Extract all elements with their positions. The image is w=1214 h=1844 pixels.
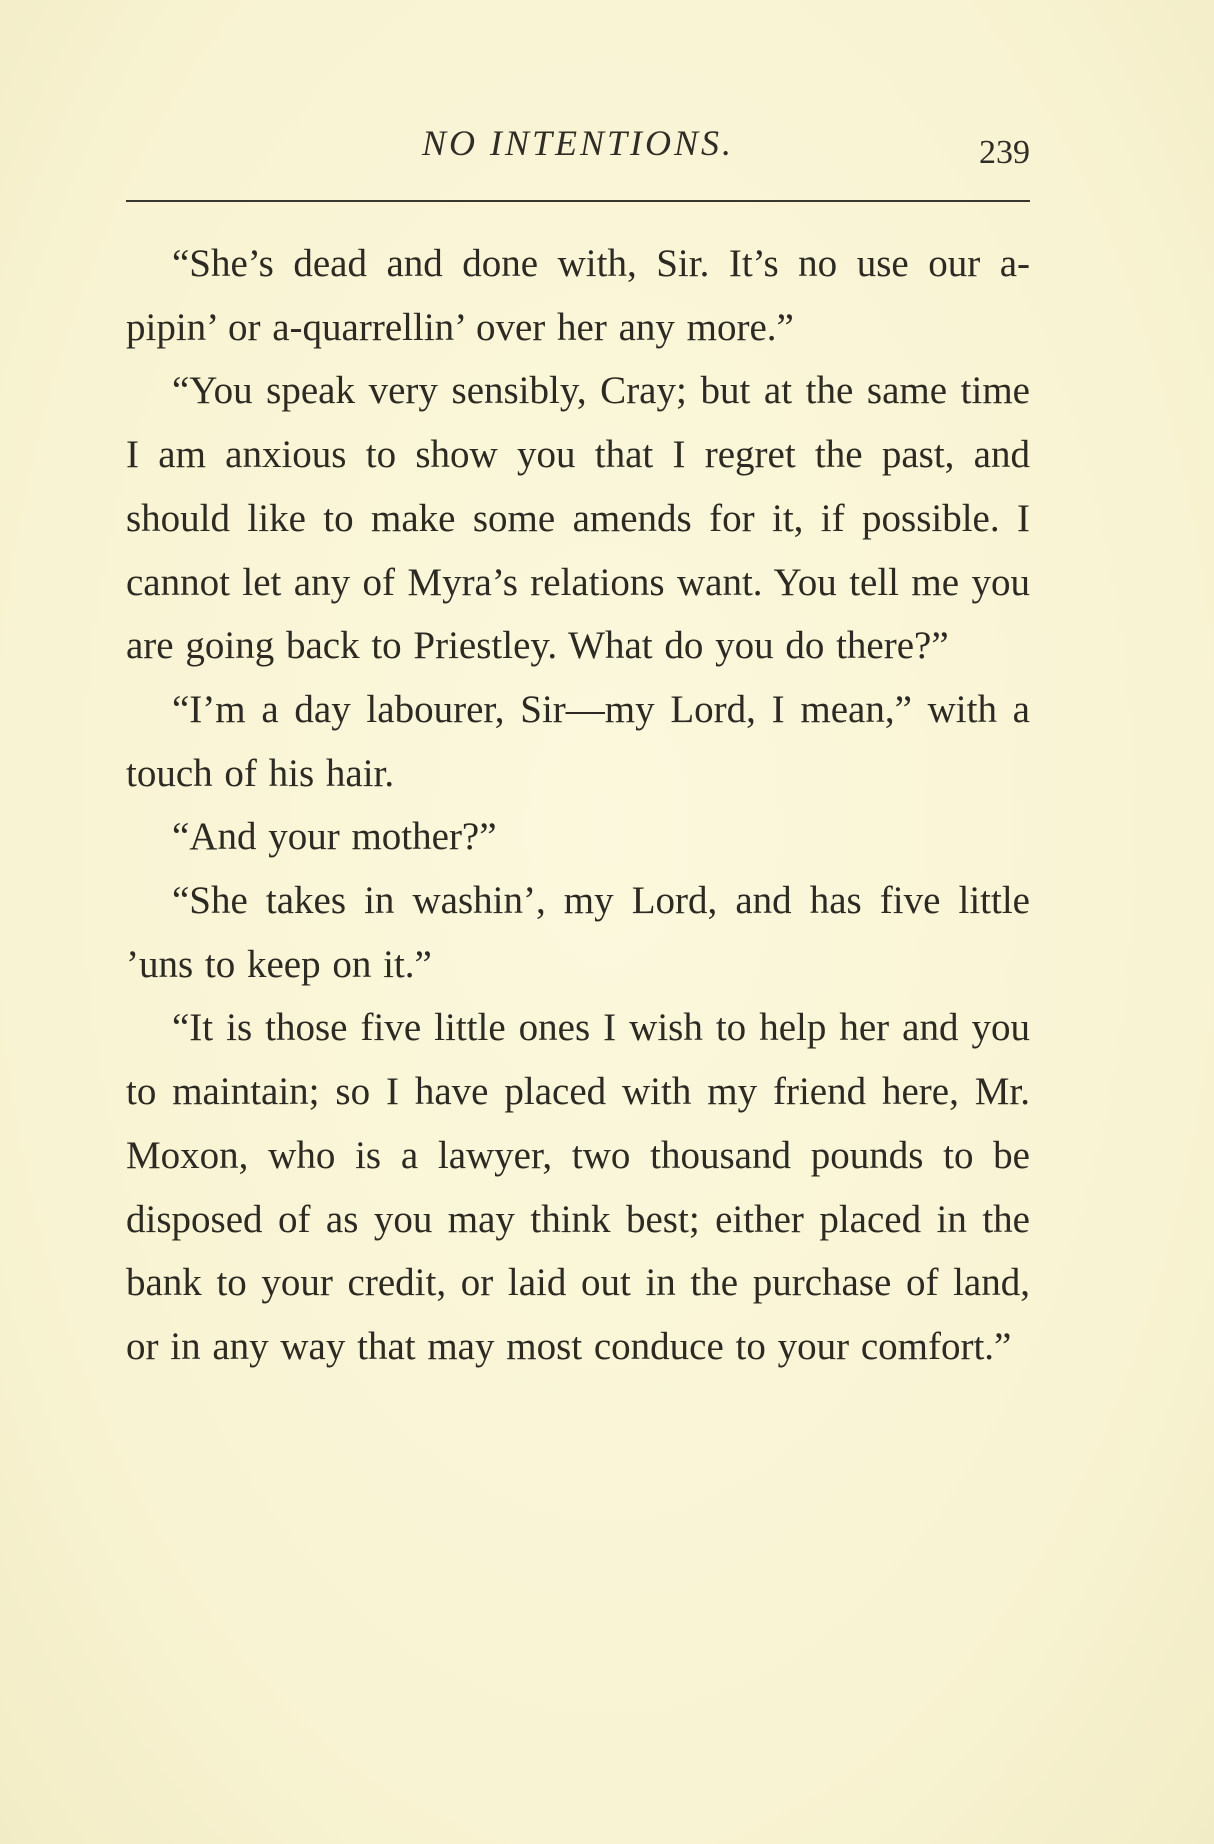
paragraph: “She takes in washin’, my Lord, and has five little ’uns to keep on it.” <box>126 879 1030 986</box>
page-number: 239 <box>979 134 1030 171</box>
paragraph: “It is those five little ones I wish to help her and you to maintain; so I have placed with my friend here, Mr. Moxon, who is a lawyer, two thousand pounds to be disposed of as you may think best; either placed in the bank to your credit, or laid out in the purchase of land, or in any way that may most conduce to your comfort.” <box>126 1006 1030 1368</box>
running-title: NO INTENTIONS. <box>421 123 735 163</box>
header-rule <box>126 200 1030 202</box>
paragraph: “You speak very sensibly, Cray; but at the same time I am anxious to show you that I regret the past, and should like to make some amends for it, if possible. I cannot let any of Myra’s relations want. You tell me you are going back to Priestley. What do you do there?” <box>126 369 1030 668</box>
running-head <box>126 116 1030 171</box>
body-text <box>126 232 1030 1379</box>
paragraph: “She’s dead and done with, Sir. It’s no use our a-pipin’ or a-quarrellin’ over her any more.” <box>126 242 1030 349</box>
paragraph: “I’m a day labourer, Sir—my Lord, I mean,” with a touch of his hair. <box>126 687 1030 795</box>
paragraph: “And your mother?” <box>172 815 497 859</box>
